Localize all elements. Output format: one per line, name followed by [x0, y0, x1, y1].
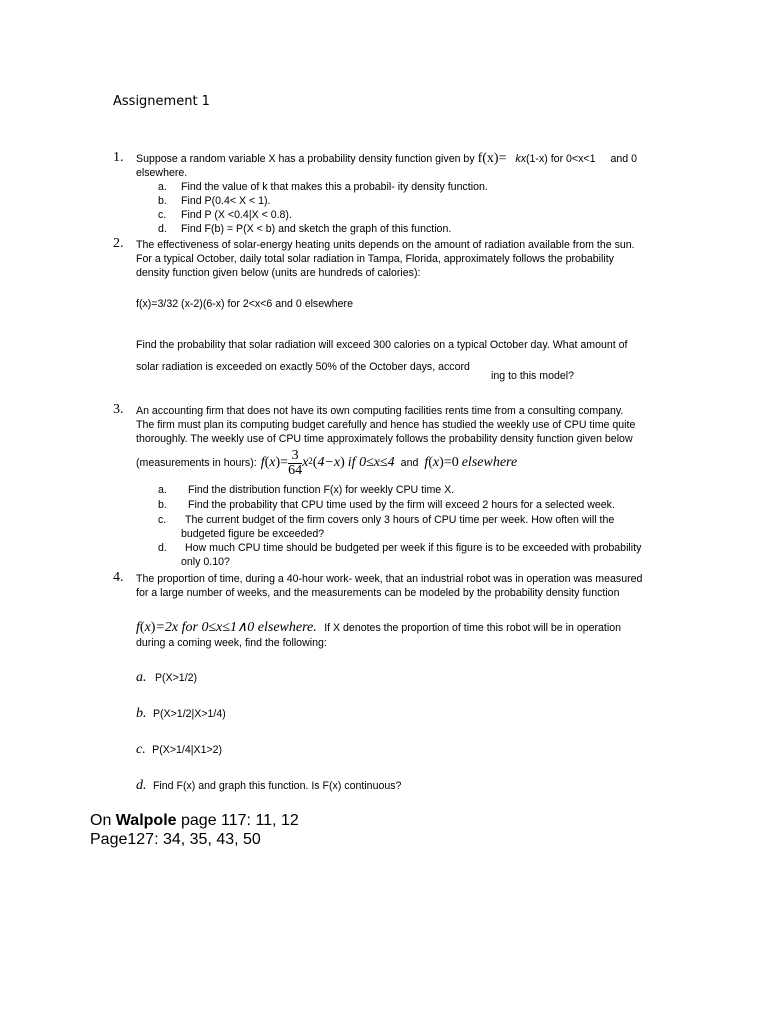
q3-item-d-letter: d.	[158, 542, 167, 554]
q3-item-a: Find the distribution function F(x) for weekly CPU time X.	[188, 484, 455, 496]
q4-line-after: during a coming week, find the following:	[136, 637, 327, 649]
q3-line2: The firm must plan its computing budget carefully and hence has studied the weekly use of CPU time quite	[136, 419, 636, 431]
walpole-bold: Walpole	[115, 812, 177, 829]
q3-item-a-letter: a.	[158, 484, 167, 496]
q3-line3: thoroughly. The weekly use of CPU time approximately follows the probability density function given below	[136, 433, 633, 445]
footer-walpole-line: On Walpole page 117: 11, 12	[90, 812, 299, 829]
q1-fx-label: f(x)=	[477, 151, 507, 166]
q3-item-c-cont: budgeted figure be exceeded?	[181, 528, 325, 540]
q2-line3: density function given below (units are hundreds of calories):	[136, 267, 421, 279]
q3-density-formula: (measurements in hours): f ( x ) = $\frac{3}{64}$ x $^2$ ( 4−x ) if 0≤x≤4 and f ( x ) =0 elsewhere	[136, 447, 518, 478]
q4-formula-line: f(x)=2x for 0≤x≤1∧0 elsewhere. If X denotes the proportion of time this robot will be in operation	[136, 620, 621, 635]
q1-item-c-letter: c.	[158, 209, 167, 221]
document-title: Assignement 1	[113, 94, 210, 109]
fraction-3-64: $\frac{3}{64}$	[288, 447, 303, 478]
q4-line2: for a large number of weeks, and the measurements can be modeled by the probability density function	[136, 587, 620, 599]
q1-item-b-letter: b.	[158, 195, 167, 207]
q2-formula: f(x)=3/32 (x-2)(6-x) for 2<x<6 and 0 elsewhere	[136, 298, 353, 310]
q3-item-c-letter: c.	[158, 514, 167, 526]
q2-number: 2.	[113, 236, 124, 251]
q2-line1: The effectiveness of solar-energy heating units depends on the amount of radiation available from the sun.	[136, 239, 635, 251]
q1-number: 1.	[113, 150, 124, 165]
q4-line1: The proportion of time, during a 40-hour work- week, that an industrial robot was in operation was measured	[136, 573, 643, 585]
q2-line2: For a typical October, daily total solar radiation in Tampa, Florida, approximately follows the probability	[136, 253, 614, 265]
q1-item-c: Find P (X <0.4|X < 0.8).	[181, 209, 292, 221]
footer-page127-line: Page127: 34, 35, 43, 50	[90, 831, 261, 848]
q3-number: 3.	[113, 402, 124, 417]
q3-item-b-letter: b.	[158, 499, 167, 511]
q2-find-line2a: solar radiation is exceeded on exactly 50% of the October days, accord	[136, 361, 470, 373]
q1-item-d: Find F(b) = P(X < b) and sketch the graph of this function.	[181, 223, 452, 235]
q4-item-c: c. P(X>1/4|X1>2)	[136, 742, 223, 757]
q3-line1: An accounting firm that does not have its own computing facilities rents time from a consulting company.	[136, 405, 624, 417]
q1-item-a-letter: a.	[158, 181, 167, 193]
q3-item-c: The current budget of the firm covers only 3 hours of CPU time per week. How often will the	[185, 514, 615, 526]
q1-item-b: Find P(0.4< X < 1).	[181, 195, 271, 207]
q1-item-d-letter: d.	[158, 223, 167, 235]
q1-line2: elsewhere.	[136, 167, 188, 179]
q4-number: 4.	[113, 570, 124, 585]
q3-item-d: How much CPU time should be budgeted per week if this figure is to be exceeded with probability	[185, 542, 642, 554]
q4-item-b: b. P(X>1/2|X>1/4)	[136, 706, 226, 721]
q1-line1: Suppose a random variable X has a probability density function given by f(x)= kx(1-x) for 0<x<1 and 0	[136, 151, 637, 166]
q4-item-a: a. P(X>1/2)	[136, 670, 198, 685]
q4-item-d: d. Find F(x) and graph this function. Is F(x) continuous?	[136, 778, 402, 793]
q3-item-b: Find the probability that CPU time used by the firm will exceed 2 hours for a selected week.	[188, 499, 615, 511]
q1-item-a: Find the value of k that makes this a probabil- ity density function.	[181, 181, 488, 193]
q3-item-d-cont: only 0.10?	[181, 556, 230, 568]
q2-find-line2b: ing to this model?	[491, 370, 575, 382]
q2-find-line1: Find the probability that solar radiation will exceed 300 calories on a typical October day. What amount of	[136, 339, 628, 351]
